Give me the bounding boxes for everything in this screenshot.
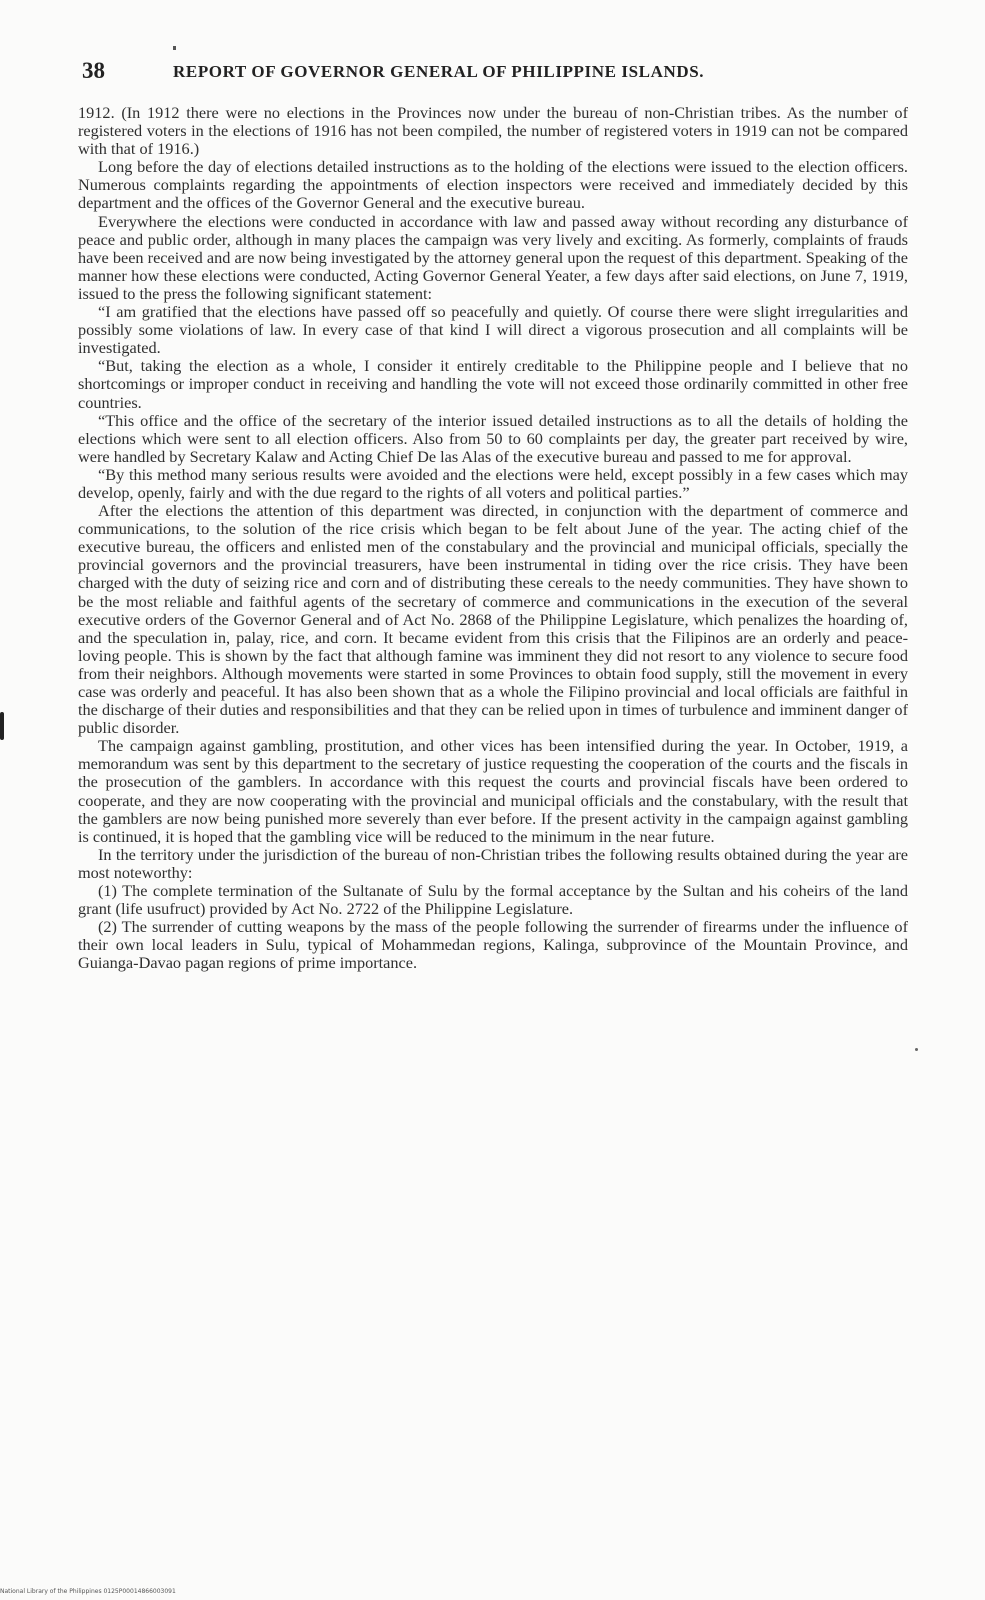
print-speck [915,1048,918,1051]
page-header [80,58,920,92]
quote-paragraph: “I am gratified that the elections have passed off so peacefully and quietly. Of course there were slight irregularities and possibly some violations of law. In every case of that kind I will direct a vigorous prosecution and all complaints will be investigated. [78,302,908,358]
quote-paragraph: “This office and the office of the secretary of the interior issued detailed instructions as to all the details of holding the elections which were sent to all election officers. Also from 50 to 60 complaints per day, the greater part received by wire, were handled by Secretary Kalaw and Acting Chief De las Alas of the executive bureau and passed to me for approval. [78,410,908,466]
paragraph: In the territory under the jurisdiction of the bureau of non-Christian tribes the following results obtained during the year are most noteworthy: [78,844,908,882]
running-head: REPORT OF GOVERNOR GENERAL OF PHILIPPINE ISLANDS. [173,62,705,81]
paragraph: Long before the day of elections detailed instructions as to the holding of the elections were issued to the election officers. Numerous complaints regarding the appointments of election inspectors were received and immediately decided by this department and the offices of the Governor General and the executive bureau. [78,157,908,213]
print-speck [173,46,176,50]
body-text [78,104,908,1469]
quote-paragraph: “By this method many serious results were avoided and the elections were held, except possibly in a few cases which may develop, openly, fairly and with the due regard to the rights of all voters and political parties.” [78,464,908,502]
paragraph: After the elections the attention of this department was directed, in conjunction with the department of commerce and communications, to the solution of the rice crisis which began to be felt about June of the year. The acting chief of the executive bureau, the officers and enlisted men of the constabulary and the provincial and municipal officials, specially the provincial governors and the provincial treasurers, have been instrumental in tiding over the rice crisis. They have been charged with the duty of seizing rice and corn and of distributing these cereals to the needy communities. They have shown to be the most reliable and faithful agents of the secretary of commerce and communications in the execution of the several executive orders of the Governor General and of Act No. 2868 of the Philippine Legislature, which penalizes the hoarding of, and the speculation in, palay, rice, and corn. It became evident from this crisis that the Filipinos are an orderly and peace-loving people. This is shown by the fact that although famine was imminent they did not resort to any violence to secure food from their neighbors. Although movements were started in some Provinces to obtain food supply, still the movement in every case was orderly and peaceful. It has also been shown that as a whole the Filipino provincial and local officials are faithful in the discharge of their duties and responsibilities and that they can be relied upon in times of turbulence and imminent danger of public disorder. [78,501,908,738]
paragraph: The campaign against gambling, prostitution, and other vices has been intensified during the year. In October, 1919, a memorandum was sent by this department to the secretary of justice requesting the cooperation of the courts and the fiscals in the prosecution of the gamblers. In accordance with this request the courts and provincial fiscals have been ordered to cooperate, and they are now cooperating with the provincial and municipal officials and the constabulary, with the result that the gamblers are now being punished more severely than ever before. If the present activity in the campaign against gambling is continued, it is hoped that the gambling vice will be reduced to the minimum in the near future. [78,736,908,846]
list-paragraph: (1) The complete termination of the Sultanate of Sulu by the formal acceptance by the Sultan and his coheirs of the land grant (life usufruct) provided by Act No. 2722 of the Philippine Legislature. [78,881,908,919]
archive-credit: National Library of the Philippines 0125P00014866003091 [0,1588,176,1595]
paragraph: 1912. (In 1912 there were no elections in the Provinces now under the bureau of non-Christian tribes. As the number of registered voters in the elections of 1916 has not been compiled, the number of registered voters in 1919 can not be compared with that of 1916.) [78,104,908,159]
list-paragraph: (2) The surrender of cutting weapons by the mass of the people following the surrender of firearms under the influence of their own local leaders in Sulu, typical of Mohammedan regions, Kalinga, subprovince of the Mountain Province, and Guianga-Davao pagan regions of prime importance. [78,917,908,973]
page-number: 38 [82,58,105,83]
binding-mark [0,712,4,740]
paragraph: Everywhere the elections were conducted in accordance with law and passed away without recording any disturbance of peace and public order, although in many places the campaign was very lively and exciting. As formerly, complaints of frauds have been received and are now being investigated by the attorney general upon the request of this department. Speaking of the manner how these elections were conducted, Acting Governor General Yeater, a few days after said elections, on June 7, 1919, issued to the press the following significant statement: [78,211,908,303]
quote-paragraph: “But, taking the election as a whole, I consider it entirely creditable to the Philippine people and I believe that no shortcomings or improper conduct in receiving and handling the vote will not exceed those ordinarily committed in other free countries. [78,356,908,412]
